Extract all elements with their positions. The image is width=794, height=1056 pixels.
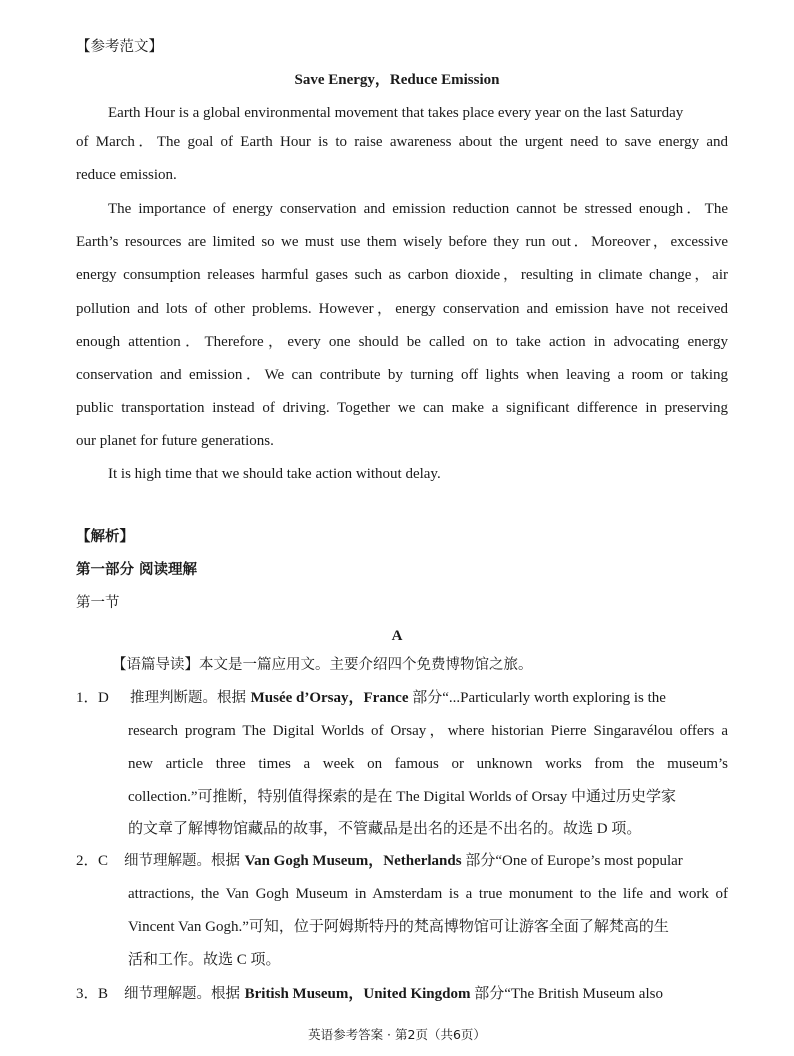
essay-title: Save Energy，Reduce Emission <box>294 72 500 88</box>
essay-label: 【参考范文】 <box>76 39 163 55</box>
essay-line: Earth Hour is a global environmental movement that takes place every year on the last Saturday <box>108 105 684 121</box>
explanation-line: 的文章了解博物馆藏品的故事，不管藏品是出名的还是不出名的。故选 D 项。 <box>128 821 642 837</box>
part-label: 第一部分 阅读理解 <box>76 562 198 578</box>
explanation-lead: 细节理解题。根据 <box>124 853 245 869</box>
question-explanation-lead <box>130 688 666 708</box>
explanation-line: collection.”可推断，特别值得探索的是在 The Digital Worlds of Orsay 中通过历史学家 <box>128 789 677 805</box>
question-answer: C <box>98 853 109 869</box>
essay-line: public transportation instead of driving. Together we can make a significant difference in preserving <box>76 400 728 416</box>
section-label: 第一节 <box>76 595 120 611</box>
essay-line: Earth’s resources are limited so we must use them wisely before they run out．Moreover，excessive <box>76 234 728 250</box>
explanation-line: 活和工作。故选 C 项。 <box>128 952 281 968</box>
explanation-tail: 部分“One of Europe’s most popular <box>461 853 683 869</box>
explanation-line: Vincent Van Gogh.”可知，位于阿姆斯特丹的梵高博物馆可让游客全面了解梵高的生 <box>128 919 669 935</box>
explanation-bold: Van Gogh Museum，Netherlands <box>244 853 462 869</box>
page-footer: 英语参考答案 · 第2页（共6页） <box>308 1027 486 1042</box>
analysis-label: 【解析】 <box>76 529 134 545</box>
explanation-lead: 推理判断题。根据 <box>130 690 251 706</box>
essay-line: conservation and emission．We can contribute by turning off lights when leaving a room or taking <box>76 367 728 383</box>
explanation-line: attractions, the Van Gogh Museum in Amsterdam is a true monument to the life and work of <box>128 886 728 902</box>
explanation-lead: 细节理解题。根据 <box>124 986 245 1002</box>
question-number: 3． <box>76 986 99 1002</box>
essay-line: It is high time that we should take action without delay. <box>108 466 441 482</box>
explanation-bold: British Museum，United Kingdom <box>244 986 471 1002</box>
question-number: 1． <box>76 690 99 706</box>
explanation-line: research program The Digital Worlds of Orsay，where historian Pierre Singaravélou offers a <box>128 723 728 739</box>
question-explanation-lead <box>124 984 663 1004</box>
essay-line: The importance of energy conservation and emission reduction cannot be stressed enough．The <box>108 201 728 217</box>
explanation-bold: Musée d’Orsay，France <box>250 690 409 706</box>
question-answer: D <box>98 690 109 706</box>
explanation-tail: 部分“The British Museum also <box>470 986 663 1002</box>
passage-intro: 【语篇导读】本文是一篇应用文。主要介绍四个免费博物馆之旅。 <box>112 657 533 673</box>
essay-line: of March．The goal of Earth Hour is to raise awareness about the urgent need to save energy and <box>76 134 728 150</box>
question-explanation-lead <box>124 851 683 871</box>
essay-line: enough attention．Therefore，every one should be called on to take action in advocating energy <box>76 334 728 350</box>
question-answer: B <box>98 986 109 1002</box>
essay-line: our planet for future generations. <box>76 433 274 449</box>
question-number: 2． <box>76 853 99 869</box>
explanation-line: new article three times a week on famous or unknown works from the museum’s <box>128 756 728 772</box>
essay-line: energy consumption releases harmful gases such as carbon dioxide，resulting in climate change，air <box>76 267 728 283</box>
essay-line: reduce emission. <box>76 167 177 183</box>
explanation-tail: 部分“...Particularly worth exploring is the <box>408 690 666 706</box>
passage-letter: A <box>391 628 403 644</box>
essay-line: pollution and lots of other problems. However，energy conservation and emission have not received <box>76 301 728 317</box>
